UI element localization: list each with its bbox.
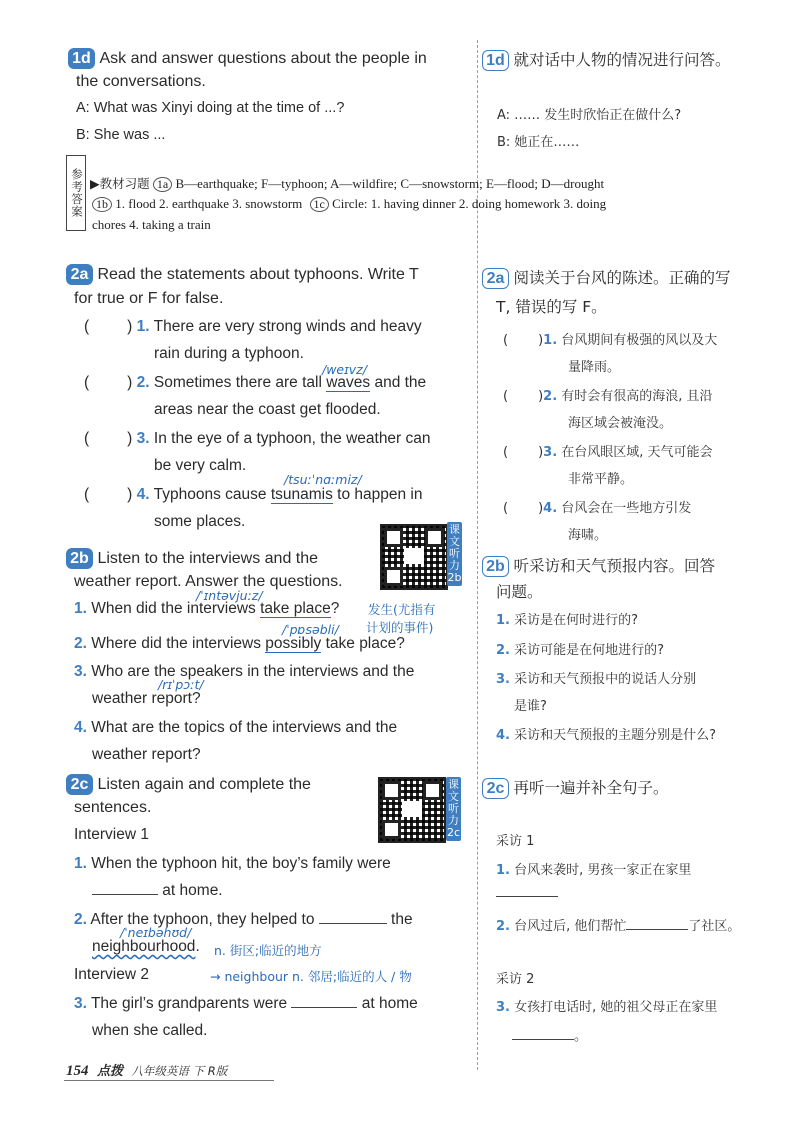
section-title-zh-cont: T, 错误的写 F。 <box>496 298 607 316</box>
list-item-zh-cont: 海区域会被淹没。 <box>568 416 673 431</box>
qr-tag: 课文听力2c <box>446 778 461 839</box>
fill-item-cont: when she called. <box>92 1022 208 1039</box>
section-title-cont: weather report. Answer the questions. <box>74 573 343 590</box>
section-1d <box>68 48 427 69</box>
handwritten-note: 计划的事件) <box>366 620 434 635</box>
answer-tag: 参考答案 <box>66 155 86 231</box>
section-title-cont: the conversations. <box>76 73 206 90</box>
page-footer <box>66 1060 227 1080</box>
phonetic: /tsuːˈnɑːmiz/ <box>284 472 362 487</box>
handwritten-note: 发生(尤指有 <box>368 602 436 617</box>
list-item-zh-cont: 非常平静。 <box>568 472 634 487</box>
section-title-zh: 听采访和天气预报内容。回答 <box>513 557 715 575</box>
dialogue-a-zh: A: …… 发生时欣怡正在做什么? <box>497 108 682 123</box>
answers-line-2 <box>92 196 606 212</box>
section-2a-zh <box>482 266 730 289</box>
dialogue-b-zh: B: 她正在…… <box>497 135 580 150</box>
answers-line-3: chores 4. taking a train <box>92 217 211 232</box>
answer-1b: 1. flood 2. earthquake 3. snowstorm <box>115 196 303 211</box>
list-item-zh-cont: 海啸。 <box>568 528 608 543</box>
list-item-zh-cont: 量降雨。 <box>568 360 621 375</box>
section-badge: 2a <box>66 264 93 285</box>
interview-label-zh: 采访 1 <box>496 834 535 849</box>
list-item-zh: ( )4. 台风会在一些地方引发 <box>503 501 692 516</box>
answer-1a: B—earthquake; F—typhoon; A—wildfire; C—snowstorm; E—flood; D—drought <box>175 176 605 191</box>
question-item-zh: 3. 采访和天气预报中的说话人分别 <box>496 672 697 687</box>
list-item: ( ) 4. Typhoons cause tsunamis to happen in <box>84 486 423 503</box>
page-number: 154 <box>66 1063 89 1079</box>
question-item-cont: weather report? <box>92 746 201 763</box>
dialogue-a: A: What was Xinyi doing at the time of ...? <box>76 100 345 116</box>
fill-item-zh: 3. 女孩打电话时, 她的祖父母正在家里 <box>496 1000 718 1015</box>
answer-blank[interactable] <box>319 923 387 924</box>
answer-blank[interactable] <box>512 1039 574 1040</box>
dialogue-b: B: She was ... <box>76 127 166 143</box>
fill-item: 2. After the typhoon, they helped to the <box>74 911 413 928</box>
question-item-cont: weather report? <box>92 690 201 707</box>
handwritten-note: n. 街区;临近的地方 <box>214 943 322 958</box>
fill-item-zh: 1. 台风来袭时, 男孩一家正在家里 <box>496 863 692 878</box>
fill-item-cont: at home. <box>92 882 223 900</box>
handwritten-note: → neighbour n. 邻居;临近的人 / 物 <box>210 969 412 984</box>
phonetic: /rɪˈpɔːt/ <box>158 677 204 692</box>
interview-label: Interview 1 <box>74 826 149 843</box>
footer-rule <box>64 1080 274 1081</box>
section-badge: 2c <box>482 778 509 799</box>
phonetic: /ˈneɪbəhʊd/ <box>120 925 192 940</box>
section-title: Read the statements about typhoons. Write T <box>97 266 419 283</box>
interview-label: Interview 2 <box>74 966 149 983</box>
phonetic: /ˈɪntəvjuːz/ <box>196 588 263 603</box>
answers-label: ▶教材习题 <box>90 176 150 191</box>
section-2a <box>66 264 419 285</box>
question-item-zh: 1. 采访是在何时进行的? <box>496 613 639 628</box>
answer-blank[interactable] <box>92 894 158 895</box>
list-item-zh: ( )2. 有时会有很高的海浪, 且沿 <box>503 389 713 404</box>
fill-item: 1. When the typhoon hit, the boy’s family were <box>74 855 391 872</box>
column-divider <box>477 40 478 1070</box>
section-title-zh: 再听一遍并补全句子。 <box>513 779 669 797</box>
section-badge: 1d <box>68 48 95 69</box>
fill-item: 3. The girl’s grandparents were at home <box>74 995 418 1012</box>
qr-code[interactable] <box>378 777 446 843</box>
section-2c <box>66 774 311 795</box>
answer-badge: 1c <box>310 197 329 212</box>
brand-name: 点拨 <box>96 1064 123 1079</box>
fill-item-zh-cont: 。 <box>512 1025 587 1044</box>
question-item: 2. Where did the interviews possibly take place? <box>74 635 405 652</box>
section-title-cont: for true or F for false. <box>74 290 224 307</box>
answer-1c: Circle: 1. having dinner 2. doing homework 3. doing <box>332 196 607 211</box>
answer-badge: 1b <box>92 197 112 212</box>
list-item-zh: ( )3. 在台风眼区域, 天气可能会 <box>503 445 713 460</box>
fill-item-cont: neighbourhood. <box>92 938 200 955</box>
section-title-cont: sentences. <box>74 799 152 816</box>
section-title: Listen again and complete the <box>97 776 311 793</box>
section-badge: 2c <box>66 774 93 795</box>
list-item-cont: be very calm. <box>154 457 247 474</box>
section-2b-zh <box>482 554 715 577</box>
fill-item-zh-cont <box>496 886 558 901</box>
book-title: 八年级英语 下 R版 <box>131 1064 228 1078</box>
question-item: 1. When did the interviews take place? <box>74 600 340 617</box>
section-title: Ask and answer questions about the people in <box>99 50 427 67</box>
question-item: 3. Who are the speakers in the interviews and the <box>74 663 415 680</box>
answer-badge: 1a <box>153 177 172 192</box>
section-title-zh: 阅读关于台风的陈述。正确的写 <box>513 269 731 287</box>
answer-blank[interactable] <box>291 1007 357 1008</box>
list-item-cont: rain during a typhoon. <box>154 345 304 362</box>
question-item-zh: 4. 采访和天气预报的主题分别是什么? <box>496 728 717 743</box>
section-badge: 1d <box>482 50 509 71</box>
answer-blank[interactable] <box>496 896 558 897</box>
question-item: 4. What are the topics of the interviews and the <box>74 719 398 736</box>
section-badge: 2a <box>482 268 509 289</box>
section-title-zh: 就对话中人物的情况进行问答。 <box>513 51 731 69</box>
list-item-zh: ( )1. 台风期间有极强的风以及大 <box>503 333 718 348</box>
question-item-zh: 2. 采访可能是在何地进行的? <box>496 643 665 658</box>
answers-line-1 <box>90 174 604 192</box>
list-item-cont: areas near the coast get flooded. <box>154 401 381 418</box>
fill-item-zh: 2. 台风过后, 他们帮忙 了社区。 <box>496 919 741 934</box>
interview-label-zh: 采访 2 <box>496 972 535 987</box>
section-2c-zh <box>482 776 668 799</box>
qr-tag: 课文听力2b <box>447 523 462 584</box>
list-item: ( ) 2. Sometimes there are tall waves and the <box>84 374 427 391</box>
list-item: ( ) 3. In the eye of a typhoon, the weather can <box>84 430 431 447</box>
section-badge: 2b <box>66 548 93 569</box>
section-1d-zh <box>482 48 730 71</box>
section-title: Listen to the interviews and the <box>97 550 319 567</box>
section-2b <box>66 548 318 569</box>
answer-blank[interactable] <box>626 929 688 930</box>
list-item: ( ) 1. There are very strong winds and heavy <box>84 318 422 335</box>
section-title-zh-cont: 问题。 <box>496 583 543 601</box>
qr-code[interactable] <box>380 524 448 590</box>
phonetic: /weɪvz/ <box>322 362 367 377</box>
list-item-cont: some places. <box>154 513 246 530</box>
section-badge: 2b <box>482 556 509 577</box>
phonetic: /ˈpɒsəbli/ <box>282 622 339 637</box>
question-item-zh-cont: 是谁? <box>514 699 547 714</box>
